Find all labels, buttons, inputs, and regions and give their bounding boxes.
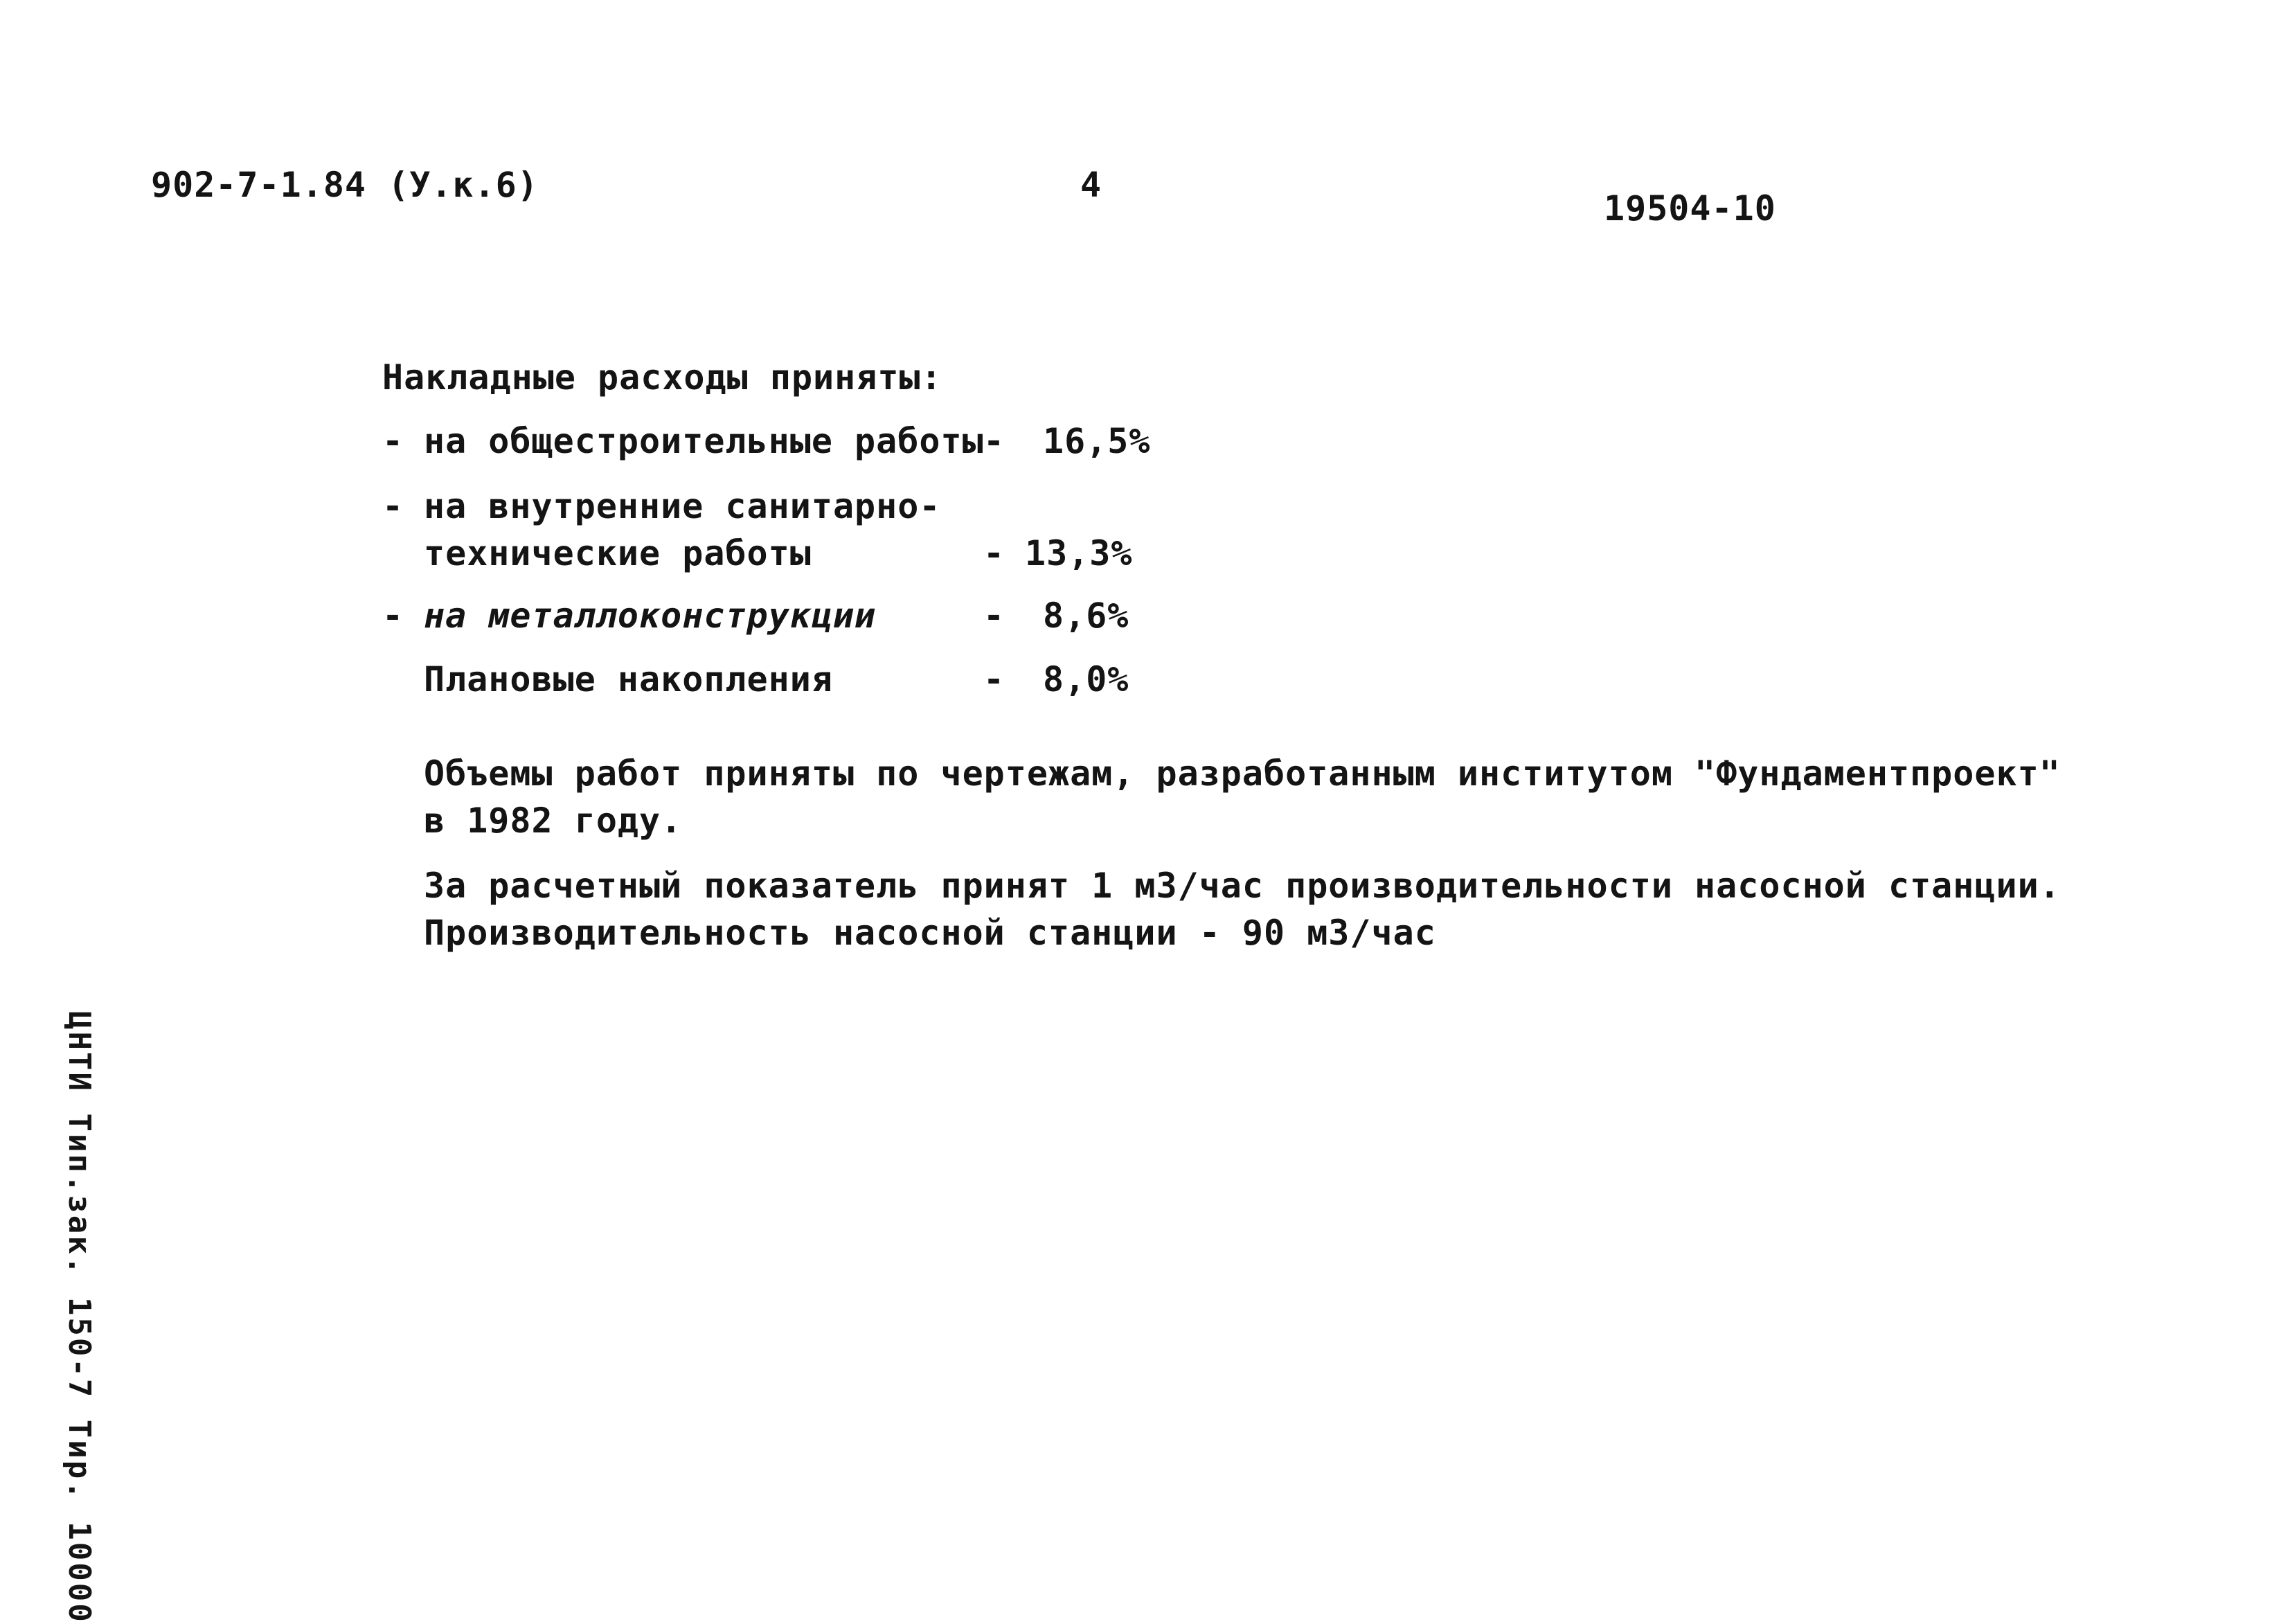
planned-separator: -	[983, 659, 1005, 699]
document-code: 902-7-1.84 (У.к.6)	[151, 165, 539, 205]
item-label-continued: технические работы	[424, 533, 812, 573]
item-dash: -	[382, 421, 404, 461]
item-label: на металлоконструкции	[424, 596, 877, 636]
item-separator: -	[983, 421, 1005, 461]
planned-value: 8,0%	[1043, 659, 1129, 699]
indicator-paragraph-line2: Производительность насосной станции - 90 м3/час	[424, 913, 1436, 953]
indicator-paragraph-line1: За расчетный показатель принят 1 м3/час производительности насосной станции.	[424, 866, 2061, 906]
item-separator: -	[983, 533, 1005, 573]
item-dash: -	[382, 596, 404, 636]
item-label: на внутренние санитарно-	[424, 486, 941, 526]
item-value: 16,5%	[1043, 421, 1151, 461]
volumes-paragraph-line2: в 1982 году.	[424, 801, 683, 841]
item-value: 8,6%	[1043, 596, 1129, 636]
overheads-title: Накладные расходы приняты:	[382, 357, 942, 398]
page-number: 4	[1080, 165, 1102, 205]
item-separator: -	[983, 596, 1005, 636]
planned-label: Плановые накопления	[424, 659, 833, 699]
sheet-number: 19504-10	[1604, 188, 1776, 229]
volumes-paragraph-line1: Объемы работ приняты по чертежам, разработанным институтом "Фундаментпроект"	[424, 753, 2061, 794]
item-value: 13,3%	[1025, 533, 1133, 573]
item-dash: -	[382, 486, 404, 526]
print-margin-note: ЦНТИ Тип.зак. 150-7 Тир. 10000	[62, 1011, 97, 1624]
item-label: на общестроительные работы	[424, 421, 984, 461]
